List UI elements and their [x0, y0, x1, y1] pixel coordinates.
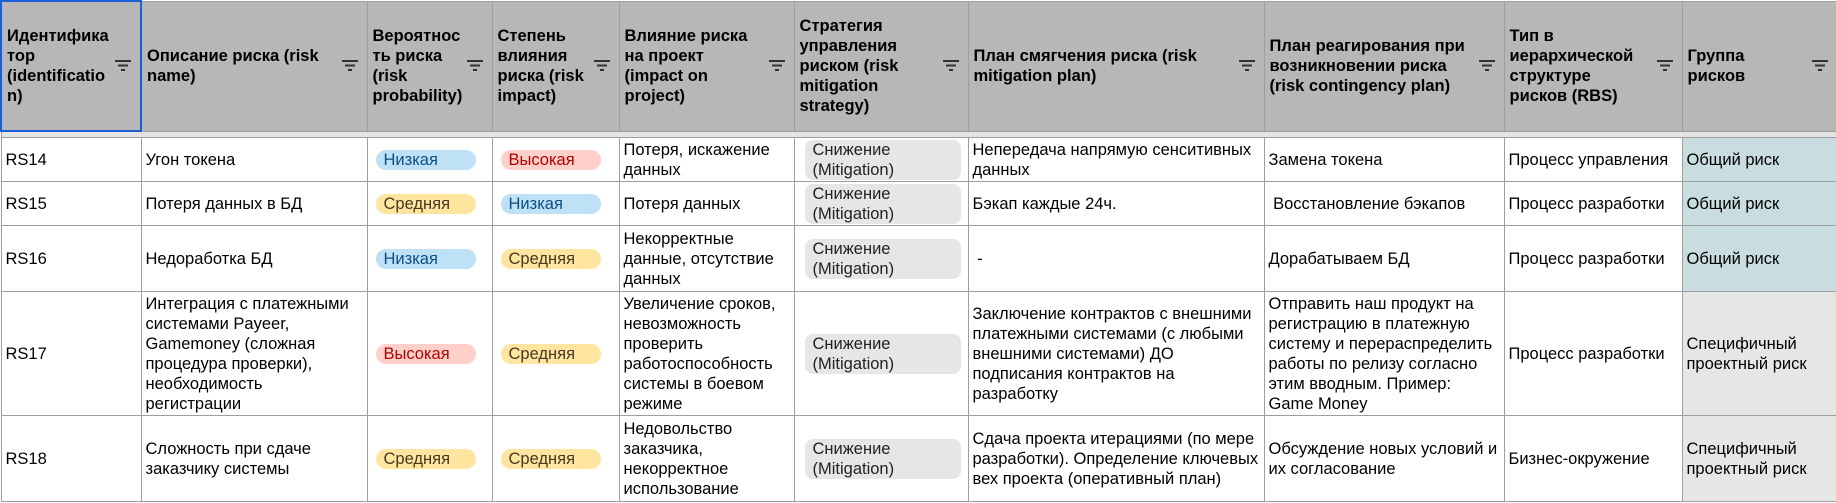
cell-risk-id[interactable] — [1, 226, 141, 292]
column-header-id[interactable] — [1, 1, 141, 131]
cell-impact[interactable] — [492, 416, 619, 502]
risk-id-text: RS17 — [5, 344, 47, 363]
column-header-line: mitigation plan) — [973, 67, 1097, 85]
table-row — [1, 182, 1836, 226]
column-header-line: рисков (RBS) — [1509, 87, 1618, 105]
column-header-line: project) — [624, 87, 686, 105]
column-header-line: Тип в — [1509, 27, 1554, 45]
column-header-label — [1270, 37, 1465, 95]
cell-probability[interactable] — [367, 138, 492, 182]
rbs-type-text: Процесс разработки — [1508, 249, 1665, 268]
column-header-label — [625, 27, 748, 105]
risk-group-text: Специфичный проектный риск — [1686, 334, 1807, 373]
strategy-chip[interactable]: Снижение (Mitigation) — [805, 140, 961, 180]
impact-chip[interactable]: Средняя — [501, 249, 601, 269]
risk-id-text: RS15 — [5, 194, 47, 213]
column-header-line: Описание риска (risk — [147, 47, 319, 65]
filter-icon[interactable] — [466, 58, 484, 72]
column-header-label — [147, 47, 319, 85]
risk-name-text: Недоработка БД — [145, 249, 273, 268]
cell-impact-on-project[interactable] — [619, 416, 794, 502]
column-header-line: иерархической — [1509, 47, 1634, 65]
column-header-label — [498, 27, 584, 105]
table-row — [1, 292, 1836, 416]
column-header-line: (identificatio — [7, 67, 106, 85]
risk-group-text: Специфичный проектный риск — [1686, 439, 1807, 478]
contingency-plan-text: Восстановление бэкапов — [1268, 194, 1466, 213]
impact-chip[interactable]: Средняя — [501, 449, 601, 469]
filter-icon[interactable] — [114, 58, 132, 72]
contingency-plan-text: Дорабатываем БД — [1268, 249, 1410, 268]
cell-risk-group[interactable] — [1682, 182, 1836, 226]
probability-chip[interactable]: Высокая — [376, 344, 476, 364]
probability-chip[interactable]: Средняя — [376, 194, 476, 214]
column-header-line: влияния — [497, 47, 568, 65]
filter-icon[interactable] — [768, 58, 786, 72]
cell-mitigation-plan[interactable] — [968, 226, 1264, 292]
column-header-label — [1688, 47, 1746, 85]
column-header-line: Стратегия — [799, 17, 883, 35]
column-header-line: План смягчения риска (risk — [973, 47, 1197, 65]
column-header-mitigation-plan[interactable] — [968, 1, 1264, 131]
impact-chip[interactable]: Высокая — [501, 150, 601, 170]
cell-risk-name[interactable] — [141, 416, 367, 502]
cell-strategy[interactable] — [794, 182, 968, 226]
column-header-line: (risk — [372, 67, 408, 85]
column-header-line: Группа — [1687, 47, 1745, 65]
impact-on-project-text: Увеличение сроков, невозможность проверить работоспособность системы в боевом режиме — [623, 294, 776, 413]
column-header-line: strategy) — [799, 97, 870, 115]
risk-id-text: RS14 — [5, 150, 47, 169]
probability-chip[interactable]: Средняя — [376, 449, 476, 469]
cell-risk-group[interactable] — [1682, 226, 1836, 292]
mitigation-plan-text: Заключение контрактов с внешними платежными системами (с любыми внешними системами) ДО подписания контрактов на разработку — [972, 304, 1257, 403]
column-header-line: (risk contingency plan) — [1269, 77, 1451, 95]
column-header-label — [7, 27, 109, 105]
cell-probability[interactable] — [367, 292, 492, 416]
column-header-label — [800, 17, 899, 115]
rbs-type-text: Процесс управления — [1508, 150, 1669, 169]
column-header-label — [1510, 27, 1634, 105]
risk-name-text: Угон токена — [145, 150, 236, 169]
risk-group-text: Общий риск — [1686, 194, 1780, 213]
column-header-line: на проект — [624, 47, 704, 65]
rbs-type-text: Бизнес-окружение — [1508, 449, 1650, 468]
cell-risk-id[interactable] — [1, 292, 141, 416]
column-header-line: структуре — [1509, 67, 1591, 85]
cell-contingency-plan[interactable] — [1264, 182, 1504, 226]
column-header-label — [974, 47, 1197, 85]
cell-probability[interactable] — [367, 416, 492, 502]
strategy-chip[interactable]: Снижение (Mitigation) — [805, 334, 961, 374]
cell-impact[interactable] — [492, 226, 619, 292]
column-header-line: План реагирования при — [1269, 37, 1465, 55]
risk-group-text: Общий риск — [1686, 249, 1780, 268]
filter-icon[interactable] — [1238, 58, 1256, 72]
column-header-line: Вероятнос — [372, 27, 461, 45]
cell-rbs-type[interactable] — [1504, 138, 1682, 182]
filter-icon[interactable] — [1811, 58, 1829, 72]
column-header-line: рисков — [1687, 67, 1746, 85]
column-header-line: impact) — [497, 87, 557, 105]
column-header-line: риска (risk — [497, 67, 584, 85]
impact-on-project-text: Потеря данных — [623, 194, 741, 213]
cell-risk-group[interactable] — [1682, 292, 1836, 416]
cell-risk-group[interactable] — [1682, 416, 1836, 502]
cell-contingency-plan[interactable] — [1264, 416, 1504, 502]
cell-impact-on-project[interactable] — [619, 292, 794, 416]
mitigation-plan-text: Бэкап каждые 24ч. — [972, 194, 1117, 213]
column-header-line: Влияние риска — [624, 27, 748, 45]
strategy-chip[interactable]: Снижение (Mitigation) — [805, 184, 961, 224]
mitigation-plan-text: Непередача напрямую сенситивных данных — [972, 140, 1256, 179]
filter-icon[interactable] — [593, 58, 611, 72]
filter-icon[interactable] — [942, 58, 960, 72]
cell-risk-name[interactable] — [141, 292, 367, 416]
column-header-line: тор — [7, 47, 36, 65]
column-header-name[interactable] — [141, 1, 367, 131]
column-header-line: name) — [147, 67, 196, 85]
impact-chip[interactable]: Средняя — [501, 344, 601, 364]
header-row — [1, 1, 1836, 131]
cell-impact[interactable] — [492, 182, 619, 226]
cell-risk-id[interactable] — [1, 416, 141, 502]
column-header-line: риском (risk — [799, 57, 899, 75]
impact-on-project-text: Недовольство заказчика, некорректное использование — [623, 419, 739, 498]
cell-strategy[interactable] — [794, 138, 968, 182]
cell-mitigation-plan[interactable] — [968, 138, 1264, 182]
cell-rbs-type[interactable] — [1504, 226, 1682, 292]
cell-probability[interactable] — [367, 182, 492, 226]
column-header-strategy[interactable] — [794, 1, 968, 131]
column-header-line: n) — [7, 87, 23, 105]
impact-chip[interactable]: Низкая — [501, 194, 601, 214]
column-header-line: Степень — [497, 27, 566, 45]
column-header-line: mitigation — [799, 77, 879, 95]
table-row — [1, 416, 1836, 502]
filter-icon[interactable] — [341, 58, 359, 72]
probability-chip[interactable]: Низкая — [376, 249, 476, 269]
table-body — [1, 138, 1836, 502]
table-row — [1, 138, 1836, 182]
contingency-plan-text: Отправить наш продукт на регистрацию в платежную систему и перераспределить работы по релизу согласно этим вводным. Пример: Game Money — [1268, 294, 1497, 413]
column-header-group[interactable] — [1682, 1, 1836, 131]
cell-impact[interactable] — [492, 292, 619, 416]
cell-contingency-plan[interactable] — [1264, 226, 1504, 292]
column-header-line: (impact on — [624, 67, 708, 85]
impact-on-project-text: Некорректные данные, отсутствие данных — [623, 229, 774, 288]
column-header-impact-on-project[interactable] — [619, 1, 794, 131]
filter-icon[interactable] — [1478, 58, 1496, 72]
column-header-line: probability) — [372, 87, 463, 105]
rbs-type-text: Процесс разработки — [1508, 194, 1665, 213]
cell-rbs-type[interactable] — [1504, 292, 1682, 416]
cell-impact-on-project[interactable] — [619, 138, 794, 182]
cell-impact-on-project[interactable] — [619, 182, 794, 226]
cell-risk-name[interactable] — [141, 182, 367, 226]
cell-contingency-plan[interactable] — [1264, 292, 1504, 416]
cell-rbs-type[interactable] — [1504, 182, 1682, 226]
mitigation-plan-text: Сдача проекта итерациями (по мере разработки). Определение ключевых вех проекта (оперативный план) — [972, 429, 1263, 488]
cell-impact[interactable] — [492, 138, 619, 182]
column-header-line: ть риска — [372, 47, 443, 65]
column-header-probability[interactable] — [367, 1, 492, 131]
table-row — [1, 226, 1836, 292]
cell-probability[interactable] — [367, 226, 492, 292]
cell-risk-name[interactable] — [141, 226, 367, 292]
risk-name-text: Сложность при сдаче заказчику системы — [145, 439, 311, 478]
column-header-line: управления — [799, 37, 898, 55]
cell-risk-name[interactable] — [141, 138, 367, 182]
strategy-chip[interactable]: Снижение (Mitigation) — [805, 439, 961, 479]
risk-group-text: Общий риск — [1686, 150, 1780, 169]
cell-strategy[interactable] — [794, 292, 968, 416]
probability-chip[interactable]: Низкая — [376, 150, 476, 170]
rbs-type-text: Процесс разработки — [1508, 344, 1665, 363]
filter-icon[interactable] — [1656, 58, 1674, 72]
cell-risk-id[interactable] — [1, 182, 141, 226]
cell-contingency-plan[interactable] — [1264, 138, 1504, 182]
column-header-line: Идентифика — [7, 27, 109, 45]
column-header-impact[interactable] — [492, 1, 619, 131]
cell-mitigation-plan[interactable] — [968, 182, 1264, 226]
risk-name-text: Потеря данных в БД — [145, 194, 303, 213]
contingency-plan-text: Замена токена — [1268, 150, 1383, 169]
cell-strategy[interactable] — [794, 416, 968, 502]
cell-strategy[interactable] — [794, 226, 968, 292]
strategy-chip[interactable]: Снижение (Mitigation) — [805, 239, 961, 279]
column-header-rbs-type[interactable] — [1504, 1, 1682, 131]
cell-mitigation-plan[interactable] — [968, 416, 1264, 502]
cell-risk-group[interactable] — [1682, 138, 1836, 182]
risk-id-text: RS16 — [5, 249, 47, 268]
cell-impact-on-project[interactable] — [619, 226, 794, 292]
risk-id-text: RS18 — [5, 449, 47, 468]
column-header-label — [373, 27, 463, 105]
risk-name-text: Интеграция с платежными системами Payeer, Gamemoney (сложная процедура проверки), необходимость регистрации — [145, 294, 349, 413]
contingency-plan-text: Обсуждение новых условий и их согласование — [1268, 439, 1502, 478]
column-header-contingency-plan[interactable] — [1264, 1, 1504, 131]
column-header-line: возникновении риска — [1269, 57, 1447, 75]
cell-rbs-type[interactable] — [1504, 416, 1682, 502]
mitigation-plan-text: - — [972, 249, 983, 268]
cell-mitigation-plan[interactable] — [968, 292, 1264, 416]
impact-on-project-text: Потеря, искажение данных — [623, 140, 770, 179]
cell-risk-id[interactable] — [1, 138, 141, 182]
